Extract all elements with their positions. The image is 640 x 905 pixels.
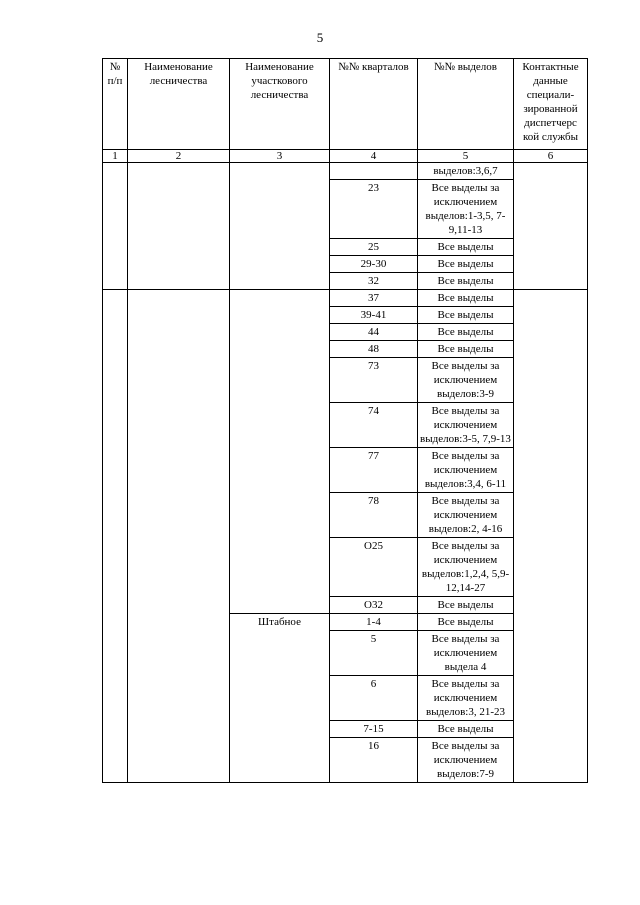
quarter-cell: 37 (330, 290, 418, 307)
contacts-cell (514, 290, 588, 783)
page-number: 5 (316, 30, 324, 45)
plots-cell: Все выделы (418, 256, 514, 273)
column-number: 6 (514, 150, 588, 163)
plots-cell: Все выделы за исключением выделов:3, 21-23 (418, 676, 514, 721)
district-cell-shtabnoe: Штабное (230, 614, 330, 783)
column-number: 5 (418, 150, 514, 163)
quarter-cell: 74 (330, 403, 418, 448)
quarter-cell: 6 (330, 676, 418, 721)
column-number: 1 (103, 150, 128, 163)
plots-cell: Все выделы (418, 614, 514, 631)
quarter-cell: О25 (330, 538, 418, 597)
plots-cell: Все выделы (418, 721, 514, 738)
plots-cell: Все выделы за исключением выделов:3-5, 7,9-13 (418, 403, 514, 448)
number-cell (103, 163, 128, 290)
quarter-cell: О32 (330, 597, 418, 614)
quarter-cell: 16 (330, 738, 418, 783)
plots-cell: Все выделы за исключением выделов:1-3,5, 7-9,11-13 (418, 180, 514, 239)
quarter-cell: 48 (330, 341, 418, 358)
plots-cell: Все выделы (418, 341, 514, 358)
column-number: 2 (128, 150, 230, 163)
table-row (103, 290, 588, 307)
plots-cell: Все выделы за исключением выдела 4 (418, 631, 514, 676)
table-row (103, 163, 588, 180)
column-number: 3 (230, 150, 330, 163)
header-quarters: №№ кварталов (330, 59, 418, 150)
plots-cell: Все выделы за исключением выделов:2, 4-16 (418, 493, 514, 538)
forestry-cell (128, 163, 230, 290)
plots-cell: выделов:3,6,7 (418, 163, 514, 180)
forest-areas-table (102, 58, 588, 783)
column-number: 4 (330, 150, 418, 163)
district-cell (230, 290, 330, 614)
header-dispatch-contacts: Контактные данные специали-зированной диспетчерс кой службы (514, 59, 588, 150)
header-plots: №№ выделов (418, 59, 514, 150)
plots-cell: Все выделы за исключением выделов:3-9 (418, 358, 514, 403)
quarter-cell: 23 (330, 180, 418, 239)
number-cell (103, 290, 128, 783)
quarter-cell: 77 (330, 448, 418, 493)
quarter-cell (330, 163, 418, 180)
quarter-cell: 7-15 (330, 721, 418, 738)
quarter-cell: 25 (330, 239, 418, 256)
quarter-cell: 32 (330, 273, 418, 290)
plots-cell: Все выделы (418, 307, 514, 324)
contacts-cell (514, 163, 588, 290)
quarter-cell: 73 (330, 358, 418, 403)
forestry-cell (128, 290, 230, 783)
header-row (103, 59, 588, 150)
header-number: № п/п (103, 59, 128, 150)
plots-cell: Все выделы (418, 273, 514, 290)
plots-cell: Все выделы (418, 324, 514, 341)
header-forestry-name: Наименование лесничества (128, 59, 230, 150)
plots-cell: Все выделы (418, 290, 514, 307)
plots-cell: Все выделы за исключением выделов:7-9 (418, 738, 514, 783)
plots-cell: Все выделы за исключением выделов:1,2,4, 5,9-12,14-27 (418, 538, 514, 597)
quarter-cell: 29-30 (330, 256, 418, 273)
plots-cell: Все выделы (418, 597, 514, 614)
quarter-cell: 78 (330, 493, 418, 538)
quarter-cell: 39-41 (330, 307, 418, 324)
header-district-forestry-name: Наименование участкового лесничества (230, 59, 330, 150)
plots-cell: Все выделы (418, 239, 514, 256)
quarter-cell: 44 (330, 324, 418, 341)
quarter-cell: 5 (330, 631, 418, 676)
column-number-row (103, 150, 588, 163)
quarter-cell: 1-4 (330, 614, 418, 631)
district-cell (230, 163, 330, 290)
plots-cell: Все выделы за исключением выделов:3,4, 6-11 (418, 448, 514, 493)
